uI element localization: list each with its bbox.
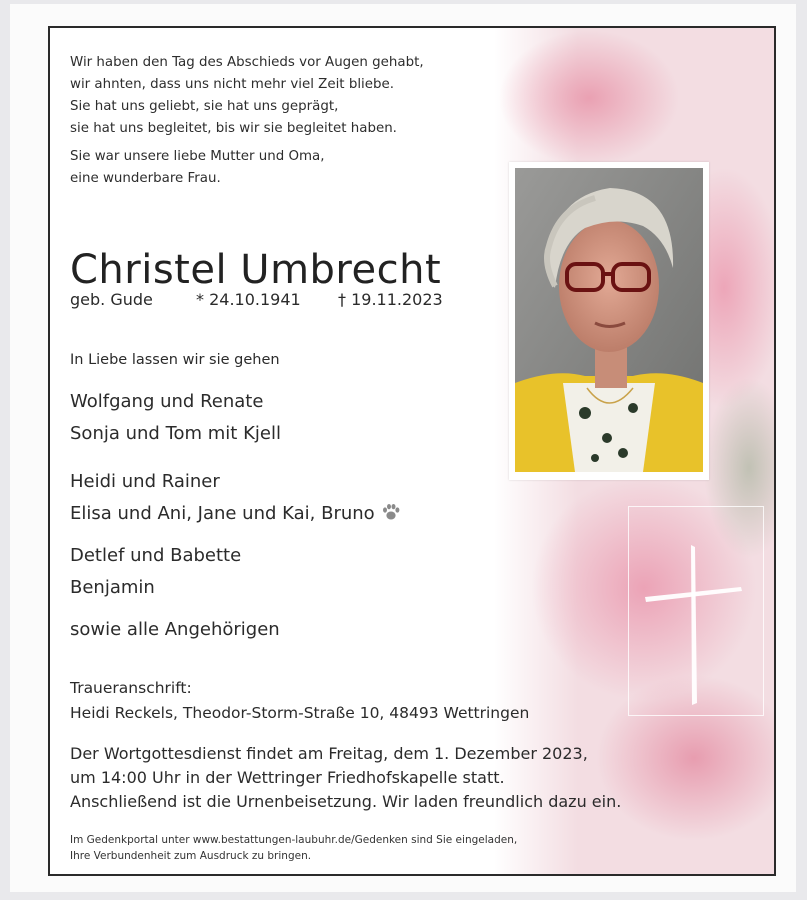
family-line: sowie alle Angehörigen — [70, 619, 280, 640]
poem-line: wir ahnten, dass uns nicht mehr viel Zeit bliebe. — [70, 77, 394, 92]
dedication — [70, 146, 325, 190]
family-line: Detlef und Babette — [70, 545, 242, 566]
family-group — [70, 386, 281, 450]
paw-print-icon — [381, 500, 401, 518]
family-line-text: Elisa und Ani, Jane und Kai, Bruno — [70, 503, 375, 524]
cross-icon — [629, 507, 763, 715]
family-line: Sonja und Tom mit Kjell — [70, 423, 281, 444]
footer-line: Ihre Verbundenheit zum Ausdruck zu bringen. — [70, 850, 312, 862]
cross-frame — [628, 506, 764, 716]
poem — [70, 52, 424, 140]
poem-line: Wir haben den Tag des Abschieds vor Augen gehabt, — [70, 55, 424, 70]
service-line: um 14:00 Uhr in der Wettringer Friedhofskapelle statt. — [70, 768, 505, 787]
deceased-name: Christel Umbrecht — [70, 246, 442, 293]
poem-line: Sie hat uns geliebt, sie hat uns geprägt, — [70, 99, 339, 114]
address-line: Heidi Reckels, Theodor-Storm-Straße 10, 48493 Wettringen — [70, 704, 530, 722]
family-line: Wolfgang und Renate — [70, 391, 264, 412]
address-label: Traueranschrift: — [70, 679, 192, 697]
portrait-frame — [509, 162, 709, 480]
death-date: † 19.11.2023 — [338, 290, 443, 309]
service-line: Der Wortgottesdienst findet am Freitag, dem 1. Dezember 2023, — [70, 744, 588, 763]
birth-date: * 24.10.1941 — [196, 290, 301, 309]
family-group — [70, 540, 241, 604]
dedication-line: eine wunderbare Frau. — [70, 171, 221, 186]
family-line: Heidi und Rainer — [70, 471, 220, 492]
birth-name: geb. Gude — [70, 290, 153, 309]
service-line: Anschließend ist die Urnenbeisetzung. Wir laden freundlich dazu ein. — [70, 792, 622, 811]
family-group — [70, 466, 401, 530]
obituary-notice — [48, 26, 776, 876]
family-line — [70, 498, 401, 530]
service-info — [70, 742, 621, 814]
family-line: Benjamin — [70, 577, 155, 598]
dedication-line: Sie war unsere liebe Mutter und Oma, — [70, 149, 325, 164]
page-background — [10, 4, 796, 892]
memorial-portal-note — [70, 832, 517, 864]
mourning-address — [70, 676, 529, 726]
portrait-photo — [515, 168, 703, 472]
family-group — [70, 614, 280, 646]
poem-line: sie hat uns begleitet, bis wir sie begleitet haben. — [70, 121, 397, 136]
footer-line: Im Gedenkportal unter www.bestattungen-laubuhr.de/Gedenken sind Sie eingeladen, — [70, 834, 518, 846]
mourners-intro: In Liebe lassen wir sie gehen — [70, 352, 280, 368]
